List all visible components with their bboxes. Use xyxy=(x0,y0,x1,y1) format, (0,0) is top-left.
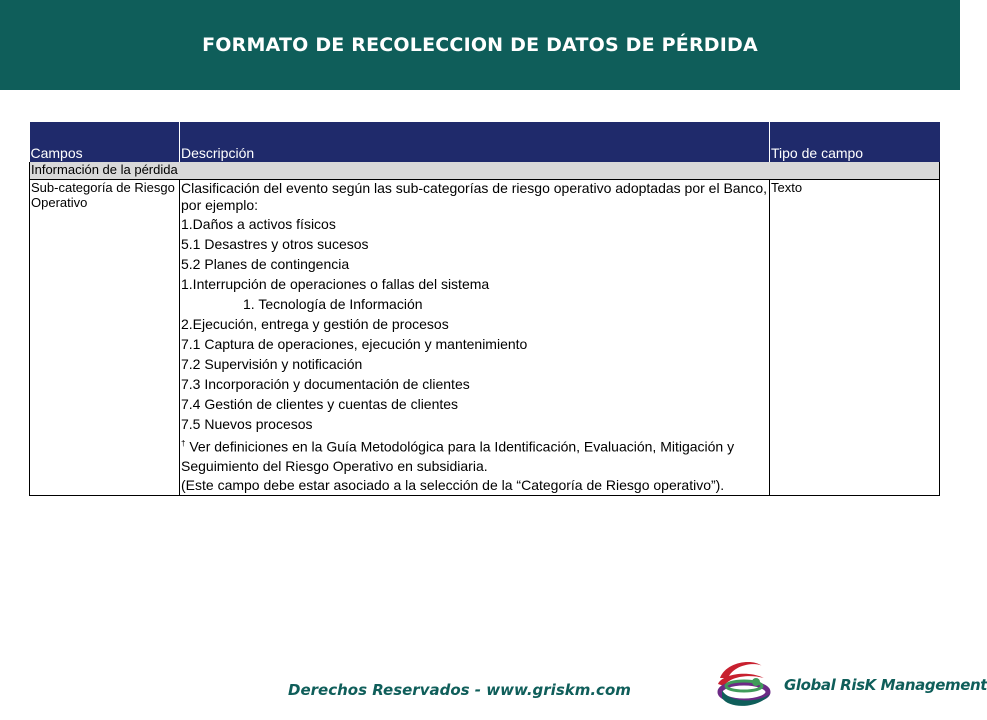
description-line: 7.5 Nuevos procesos xyxy=(181,416,313,432)
description-closing: (Este campo debe estar asociado a la selección de la “Categoría de Riesgo operativo”). xyxy=(181,476,725,493)
field-type-cell: Texto xyxy=(770,180,940,496)
company-logo xyxy=(712,656,987,712)
description-line: 5.1 Desastres y otros sucesos xyxy=(181,236,369,252)
loss-data-table xyxy=(29,122,940,496)
description-line: 5.2 Planes de contingencia xyxy=(181,256,350,272)
description-intro: Clasificación del evento según las sub-categorías de riesgo operativo adoptadas por el Banco, por ejemplo: xyxy=(181,180,768,213)
description-cell xyxy=(180,180,770,496)
description-line: 7.3 Incorporación y documentación de clientes xyxy=(181,376,470,392)
description-line: 1. Tecnología de Información xyxy=(243,296,423,312)
column-header-descripcion: Descripción xyxy=(180,122,770,162)
description-line: 7.1 Captura de operaciones, ejecución y mantenimiento xyxy=(181,336,528,352)
globe-logo-icon xyxy=(712,656,784,712)
field-name-cell: Sub-categoría de Riesgo Operativo xyxy=(30,180,180,496)
logo-text: Global RisK Management xyxy=(784,676,987,694)
section-row xyxy=(30,162,940,180)
page-title: FORMATO DE RECOLECCION DE DATOS DE PÉRDIDA xyxy=(202,34,758,56)
description-line: 7.2 Supervisión y notificación xyxy=(181,356,363,372)
note-text: Ver definiciones en la Guía Metodológica para la Identificación, Evaluación, Mitigación y Seguimiento del Riesgo Operativo en subsidiaria. xyxy=(181,438,735,474)
description-note xyxy=(181,434,768,476)
table-header-row xyxy=(30,122,940,162)
header-banner xyxy=(0,0,960,90)
section-label: Información de la pérdida xyxy=(30,162,940,180)
column-header-campos: Campos xyxy=(30,122,180,162)
footnote-mark: † xyxy=(181,439,186,448)
description-line: 2.Ejecución, entrega y gestión de procesos xyxy=(181,316,449,332)
description-line: 7.4 Gestión de clientes y cuentas de clientes xyxy=(181,396,459,412)
description-line: 1.Interrupción de operaciones o fallas del sistema xyxy=(181,276,490,292)
description-line: 1.Daños a activos físicos xyxy=(181,216,336,232)
table-row xyxy=(30,180,940,496)
copyright-text: Derechos Reservados - www.griskm.com xyxy=(288,681,631,699)
column-header-tipo: Tipo de campo xyxy=(770,122,940,162)
